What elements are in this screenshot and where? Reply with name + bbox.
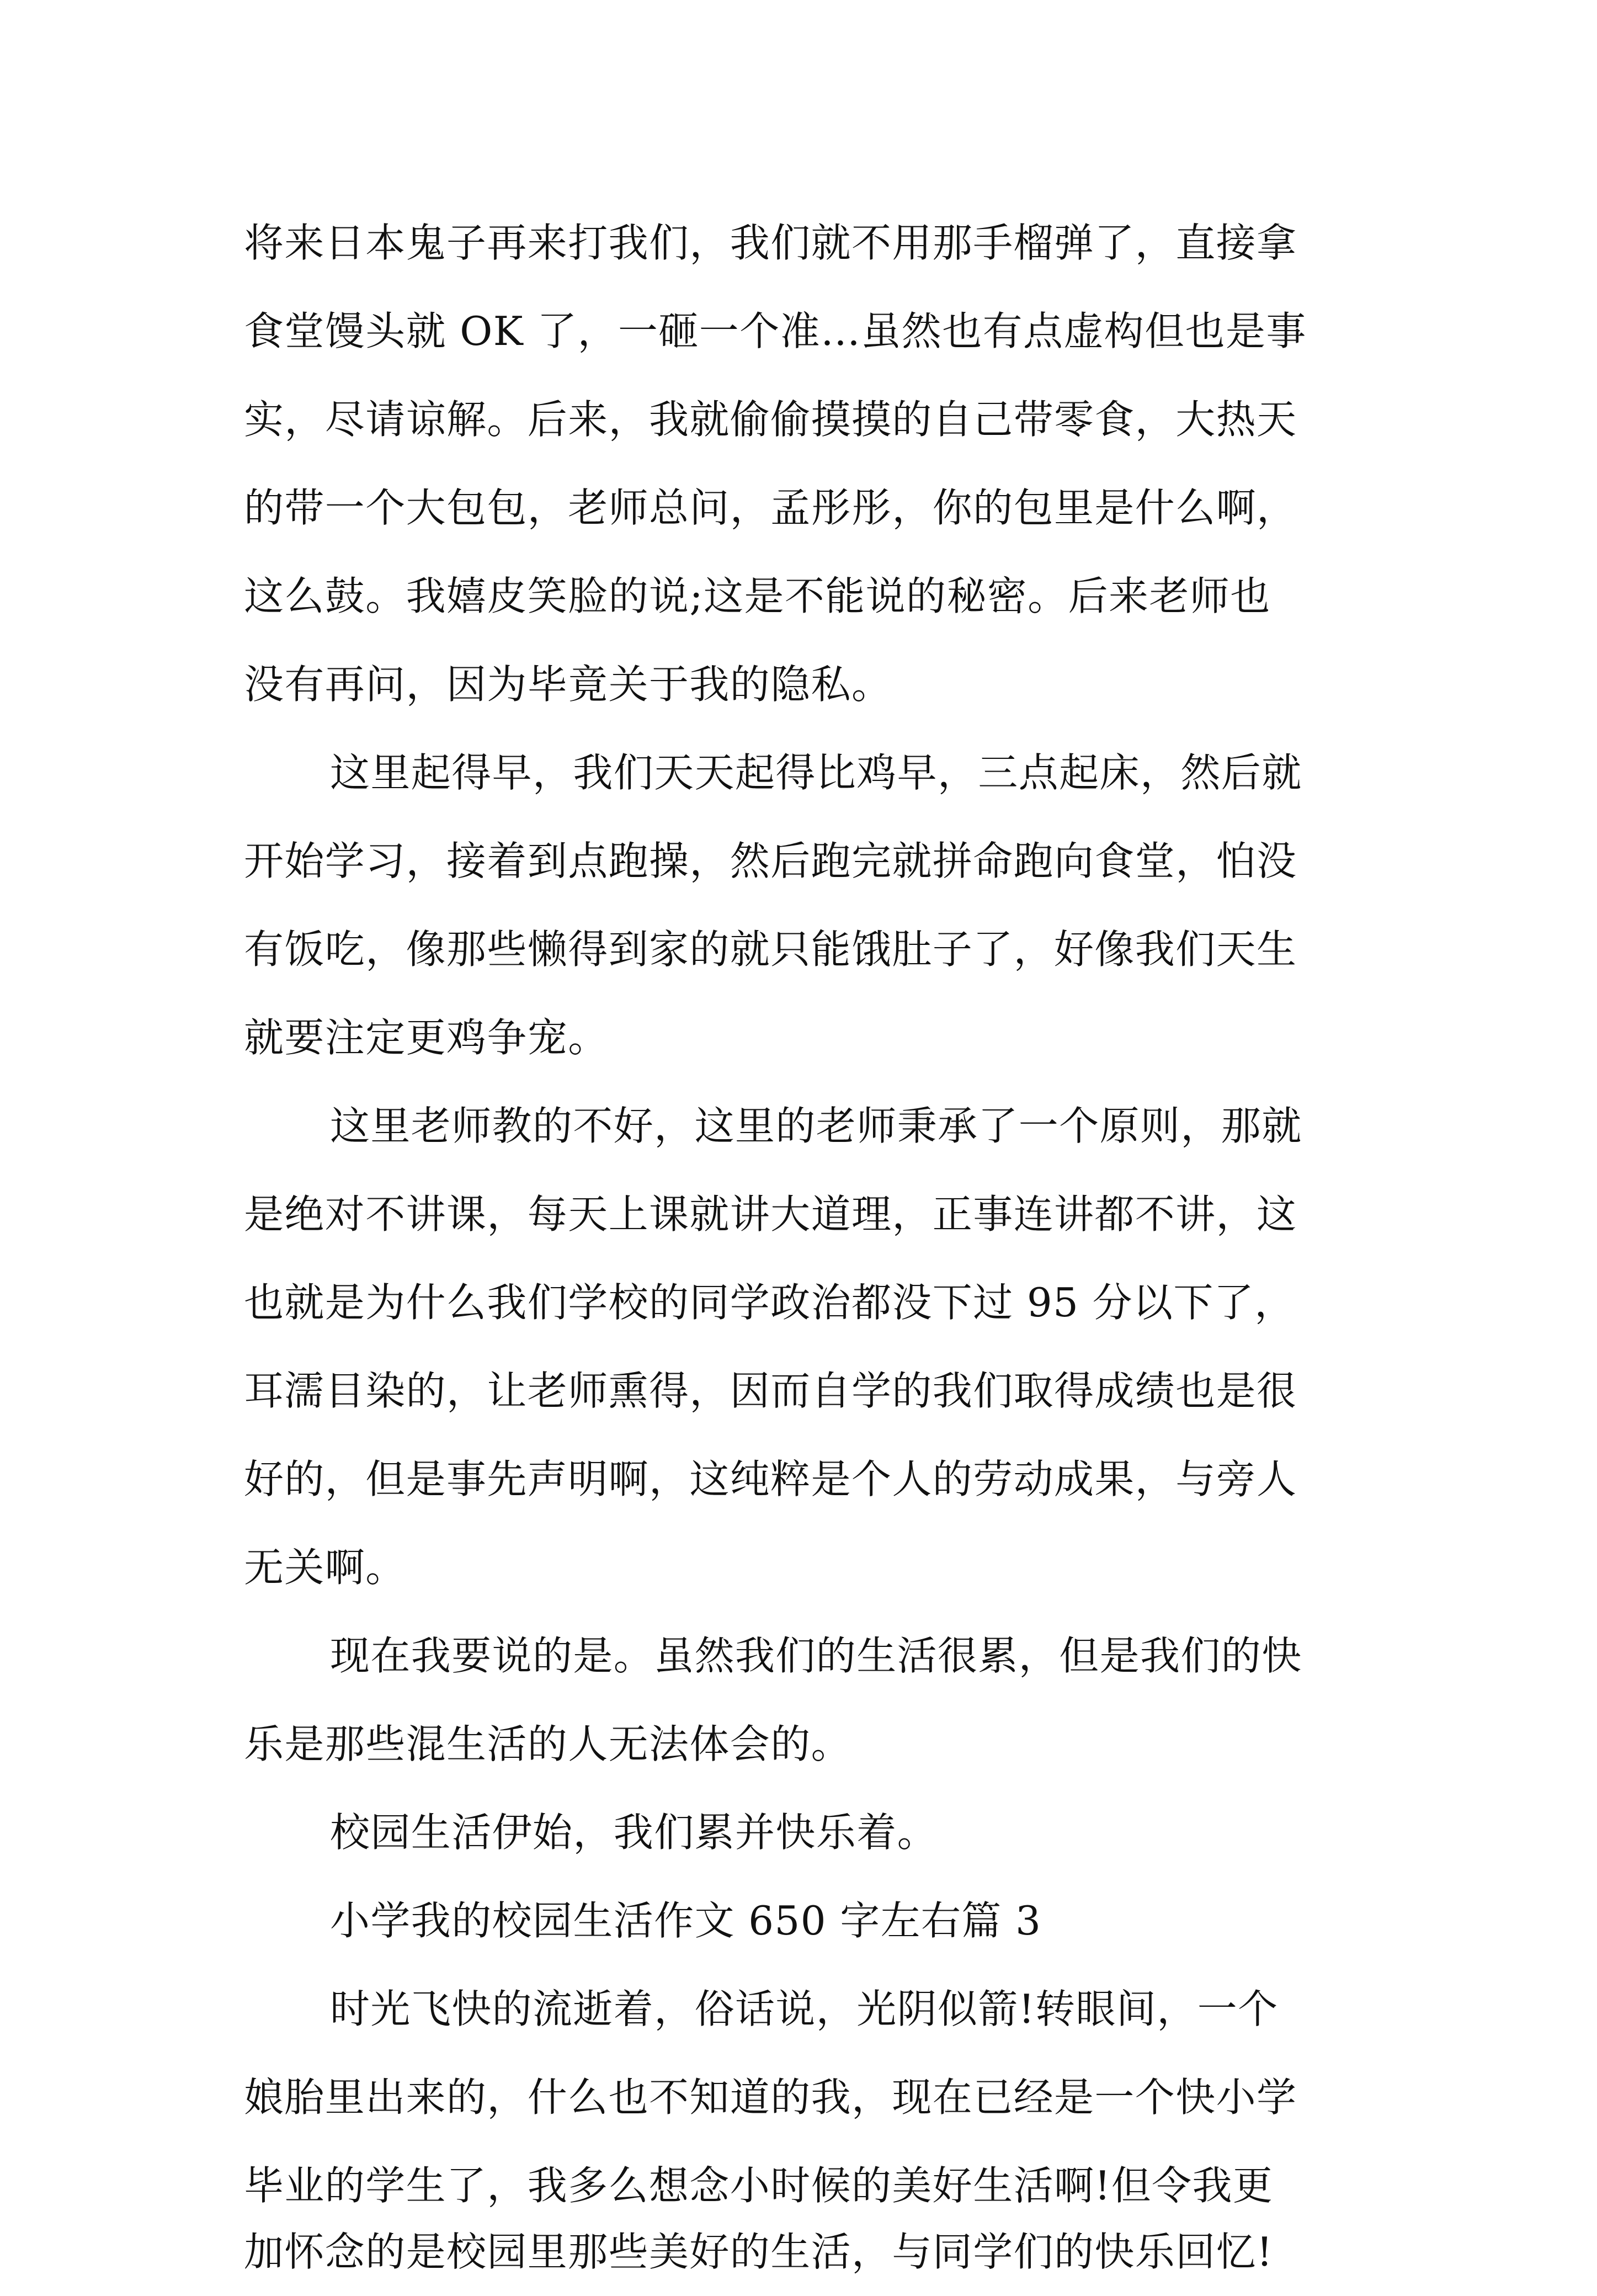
text-line: 也就是为什么我们学校的同学政治都没下过 95 分以下了， — [244, 1279, 1295, 1326]
text-line: 加怀念的是校园里那些美好的生活，与同学们的快乐回忆! — [244, 2229, 1274, 2275]
text-line: 毕业的学生了，我多么想念小时候的美好生活啊!但令我更 — [244, 2162, 1274, 2209]
text-line: 无关啊。 — [244, 1544, 406, 1591]
text-line: 这么鼓。我嬉皮笑脸的说;这是不能说的秘密。后来老师也 — [244, 573, 1271, 619]
paragraph-first-line: 这里起得早，我们天天起得比鸡早，三点起床，然后就 — [330, 750, 1302, 796]
text-line: 食堂馒头就 OK 了，一砸一个准…虽然也有点虚构但也是事 — [244, 308, 1307, 354]
text-line: 好的，但是事先声明啊，这纯粹是个人的劳动成果，与旁人 — [244, 1456, 1297, 1502]
text-line: 将来日本鬼子再来打我们，我们就不用那手榴弹了，直接拿 — [244, 220, 1297, 266]
text-line: 耳濡目染的，让老师熏得，因而自学的我们取得成绩也是很 — [244, 1368, 1297, 1414]
paragraph-first-line: 现在我要说的是。虽然我们的生活很累，但是我们的快 — [330, 1633, 1302, 1679]
text-line: 实，尽请谅解。后来，我就偷偷摸摸的自己带零食，大热天 — [244, 396, 1297, 443]
text-line: 有饭吃，像那些懒得到家的就只能饿肚子了，好像我们天生 — [244, 926, 1297, 972]
text-line: 是绝对不讲课，每天上课就讲大道理，正事连讲都不讲，这 — [244, 1191, 1297, 1237]
text-line: 乐是那些混生活的人无法体会的。 — [244, 1721, 852, 1767]
text-line: 就要注定更鸡争宠。 — [244, 1014, 609, 1061]
text-line: 的带一个大包包，老师总问，孟彤彤，你的包里是什么啊， — [244, 485, 1297, 531]
paragraph-first-line: 时光飞快的流逝着，俗话说，光阴似箭!转眼间，一个 — [330, 1986, 1279, 2032]
section-heading: 小学我的校园生活作文 650 字左右篇 3 — [330, 1898, 1042, 1944]
text-line: 开始学习，接着到点跑操，然后跑完就拼命跑向食堂，怕没 — [244, 838, 1297, 884]
paragraph-first-line: 校园生活伊始，我们累并快乐着。 — [330, 1809, 938, 1856]
text-line: 娘胎里出来的，什么也不知道的我，现在已经是一个快小学 — [244, 2074, 1297, 2120]
text-line: 没有再问，因为毕竟关于我的隐私。 — [244, 661, 892, 708]
paragraph-first-line: 这里老师教的不好，这里的老师秉承了一个原则，那就 — [330, 1103, 1302, 1149]
